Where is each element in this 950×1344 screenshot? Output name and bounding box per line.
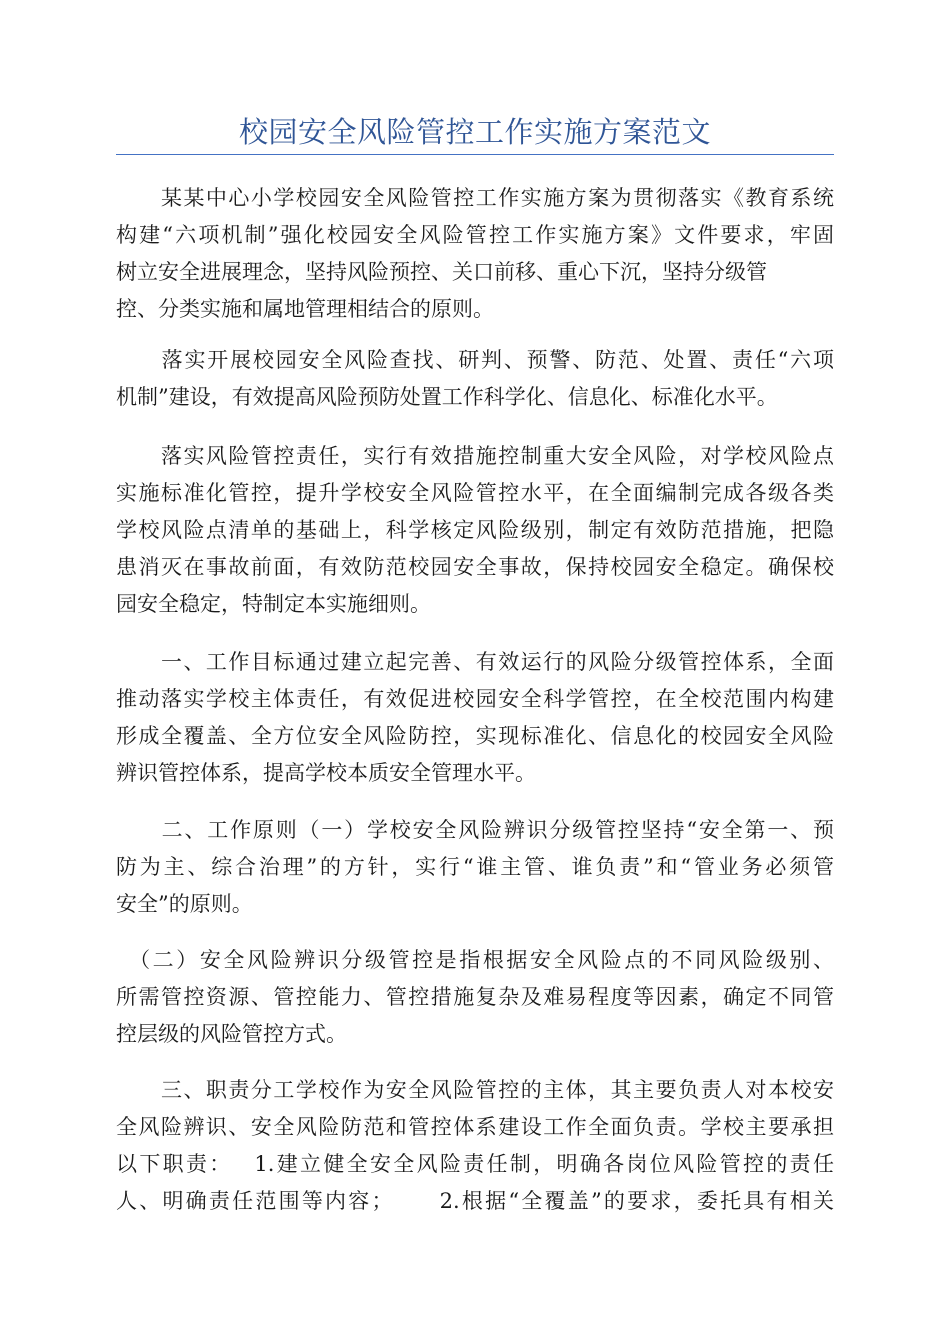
text-line: 全风险辨识、安全风险防范和管控体系建设工作全面负责。学校主要承担 (116, 1115, 834, 1139)
text-line: 控层级的风险管控方式。 (116, 1022, 347, 1046)
text-line: 控、分类实施和属地管理相结合的原则。 (116, 297, 494, 321)
text-line: 落实风险管控责任，实行有效措施控制重大安全风险，对学校风险点 (116, 444, 834, 468)
text-line: 某某中心小学校园安全风险管控工作实施方案为贯彻落实《教育系统 (116, 186, 834, 210)
document-title: 校园安全风险管控工作实施方案范文 (238, 115, 711, 149)
paragraph-7 (116, 1072, 834, 1220)
text-line: 学校风险点清单的基础上，科学核定风险级别，制定有效防范措施，把隐 (116, 518, 834, 542)
text-line: 推动落实学校主体责任，有效促进校园安全科学管控，在全校范围内构建 (116, 687, 834, 711)
paragraph-6 (116, 942, 834, 1053)
text-line: 园安全稳定，特制定本实施细则。 (116, 592, 431, 616)
text-line: 二、工作原则（一）学校安全风险辨识分级管控坚持“安全第一、预 (116, 818, 834, 842)
text-line: 人、明确责任范围等内容； 2.根据“全覆盖”的要求，委托具有相关 (116, 1189, 834, 1213)
text-line: 以下职责： 1.建立健全安全风险责任制，明确各岗位风险管控的责任 (116, 1152, 834, 1176)
text-line: 三、职责分工学校作为安全风险管控的主体，其主要负责人对本校安 (116, 1078, 834, 1102)
text-line: 形成全覆盖、全方位安全风险防控，实现标准化、信息化的校园安全风险 (116, 724, 834, 748)
text-line: （二）安全风险辨识分级管控是指根据安全风险点的不同风险级别、 (116, 948, 834, 972)
paragraph-2 (116, 342, 834, 416)
text-line: 防为主、综合治理”的方针，实行“谁主管、谁负责”和“管业务必须管 (116, 855, 834, 879)
text-line: 实施标准化管控，提升学校安全风险管控水平，在全面编制完成各级各类 (116, 481, 834, 505)
text-line: 构建“六项机制”强化校园安全风险管控工作实施方案》文件要求，牢固 (116, 223, 834, 247)
text-line: 机制”建设，有效提高风险预防处置工作科学化、信息化、标准化水平。 (116, 385, 778, 409)
paragraph-4 (116, 644, 834, 792)
paragraph-3 (116, 438, 834, 623)
text-line: 树立安全进展理念，坚持风险预控、关口前移、重心下沉，坚持分级管 (116, 260, 767, 284)
text-line: 辨识管控体系，提高学校本质安全管理水平。 (116, 761, 536, 785)
text-line: 患消灭在事故前面，有效防范校园安全事故，保持校园安全稳定。确保校 (116, 555, 834, 579)
paragraph-5 (116, 812, 834, 923)
text-line: 所需管控资源、管控能力、管控措施复杂及难易程度等因素，确定不同管 (116, 985, 834, 1009)
paragraph-1 (116, 180, 834, 328)
title-underline (116, 154, 834, 155)
text-line: 一、工作目标通过建立起完善、有效运行的风险分级管控体系，全面 (116, 650, 834, 674)
text-line: 安全”的原则。 (116, 892, 253, 916)
text-line: 落实开展校园安全风险查找、研判、预警、防范、处置、责任“六项 (116, 348, 834, 372)
